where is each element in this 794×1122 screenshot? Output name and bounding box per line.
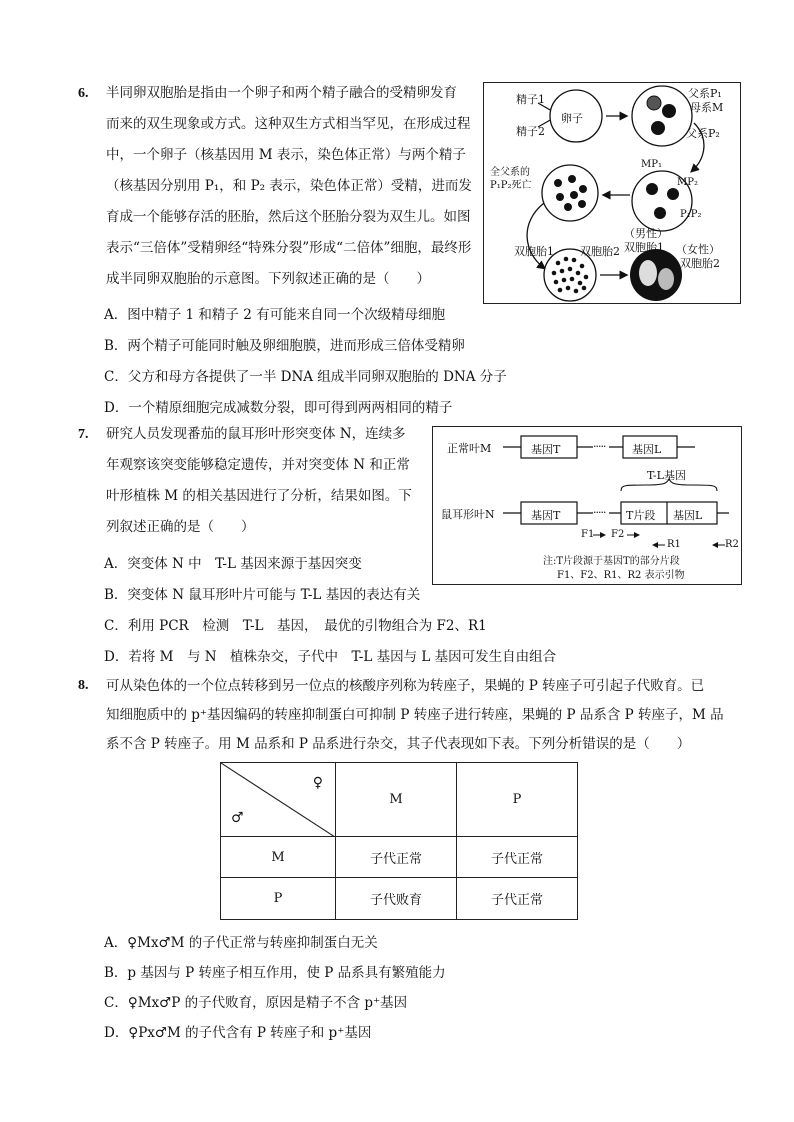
t-fragment-label: T片段	[626, 509, 656, 522]
egg-label: 卵子	[561, 112, 583, 125]
table-cell: 子代正常	[457, 837, 578, 878]
figure-note-line2: F1、F2、R1、R2 表示引物	[557, 570, 685, 581]
stem-line: （核基因分别用 P₁，和 P₂ 表示，染色体正常）受精，进而发	[106, 178, 472, 194]
option-c[interactable]: C．♀Mx♂P 的子代败育，原因是精子不含 p⁺基因	[104, 995, 408, 1011]
mp1-nucleus	[646, 183, 658, 195]
p1p2-nucleus	[654, 207, 666, 219]
stem-line: 半同卵双胞胎是指由一个卵子和两个精子融合的受精卵发育	[106, 85, 457, 101]
twin2-label: 双胞胎2	[580, 245, 620, 258]
corner-header-cell	[221, 763, 336, 837]
gene-l-label: 基因L	[673, 509, 703, 522]
gene-l-label: 基因L	[632, 443, 662, 456]
question-8-stem	[106, 677, 724, 764]
tl-gene-label: T-L基因	[647, 469, 686, 482]
father-p2-label: 父系P₂	[686, 127, 720, 140]
cross-result-table	[220, 762, 578, 920]
normal-leaf-label: 正常叶M	[447, 442, 492, 455]
option-a[interactable]: A．♀Mx♂M 的子代正常与转座抑制蛋白无关	[104, 935, 378, 951]
question-7-stem	[106, 425, 412, 549]
option-b[interactable]: B．突变体 N 鼠耳形叶片可能与 T-L 基因的表达有关	[104, 587, 421, 603]
all-paternal-label: 全父系的	[490, 167, 530, 178]
option-d[interactable]: D．一个精原细胞完成减数分裂，即可得到两两相同的精子	[104, 400, 453, 416]
option-b[interactable]: B．两个精子可能同时触及卵细胞膜，进而形成三倍体受精卵	[104, 338, 465, 354]
mouse-ear-leaf-label: 鼠耳形叶N	[441, 508, 495, 521]
table-cell: 子代败育	[336, 878, 457, 920]
sperm1-label: 精子1	[516, 93, 545, 106]
primer-f2-label: F2	[611, 529, 625, 540]
m-nucleus	[662, 104, 676, 118]
ellipsis: ·····	[593, 506, 606, 519]
stem-line: 年观察该突变能够稳定遗传，并对突变体 N 和正常	[106, 457, 410, 473]
stem-line: 系不含 P 转座子。用 M 品系和 P 品系进行杂交，其子代表现如下表。下列分析错误的是（ ）	[106, 736, 691, 752]
option-a[interactable]: A．图中精子 1 和精子 2 有可能来自同一个次级精母细胞	[104, 307, 446, 323]
question-number: 6.	[78, 86, 89, 101]
male-twin1-label: 双胞胎1	[624, 241, 664, 254]
triploid-zygote	[632, 86, 692, 146]
option-b[interactable]: B．p 基因与 P 转座子相互作用，使 P 品系具有繁殖能力	[104, 965, 446, 981]
stem-line: 而来的双生现象或方式。这种双生方式相当罕见，在形成过程	[106, 116, 471, 132]
option-a[interactable]: A．突变体 N 中 T-L 基因来源于基因突变	[104, 556, 362, 572]
column-header: P	[457, 763, 578, 837]
twin1-figure	[639, 260, 657, 286]
twin-formation-figure	[483, 82, 741, 304]
table-row	[221, 878, 578, 920]
question-6-stem	[106, 84, 472, 301]
gene-structure-figure	[432, 426, 742, 585]
figure-note-line1: 注:T片段源于基因T的部分片段	[543, 556, 680, 567]
table-cell: 子代正常	[457, 878, 578, 920]
mp1-label: MP₁	[641, 159, 662, 170]
female-twin2-label: 双胞胎2	[680, 257, 720, 270]
twin2-figure	[658, 268, 674, 290]
gene-t-label: 基因T	[531, 509, 561, 522]
option-d[interactable]: D．♀Px♂M 的子代含有 P 转座子和 p⁺基因	[104, 1025, 372, 1041]
table-cell: 子代正常	[336, 837, 457, 878]
option-d[interactable]: D．若将 M 与 N 植株杂交，子代中 T-L 基因与 L 基因可发生自由组合	[104, 649, 557, 665]
question-number: 8.	[78, 678, 89, 693]
stem-line: 表示“三倍体”受精卵经“特殊分裂”形成“二倍体”细胞，最终形	[106, 240, 472, 256]
stem-line: 知细胞质中的 p⁺基因编码的转座抑制蛋白可抑制 P 转座子进行转座，果蝇的 P 品系含 P 转座子，M 品	[106, 707, 724, 723]
father-p1-label: 父系P₁	[688, 87, 722, 100]
twin1-label: 双胞胎1	[514, 245, 554, 258]
female-label: （女性）	[676, 243, 720, 256]
row-header: M	[221, 837, 336, 878]
stem-line: 叶形植株 M 的相关基因进行了分析，结果如图。下	[106, 488, 412, 504]
stem-line: 列叙述正确的是（ ）	[106, 519, 255, 535]
p1p2-label: P₁P₂	[680, 209, 702, 220]
row-header: P	[221, 878, 336, 920]
primer-r1-label: R1	[667, 539, 681, 550]
stem-line: 育成一个能够存活的胚胎，然后这个胚胎分裂为双生儿。如图	[106, 209, 471, 225]
ellipsis: ·····	[593, 440, 606, 453]
table-row	[221, 837, 578, 878]
primer-f1-label: F1	[581, 529, 595, 540]
stem-line: 可从染色体的一个位点转移到另一位点的核酸序列称为转座子，果蝇的 P 转座子可引起子代败育。已	[106, 678, 705, 694]
female-symbol: ♀	[312, 775, 323, 791]
column-header: M	[336, 763, 457, 837]
male-symbol: ♂	[231, 810, 244, 826]
mp2-nucleus	[667, 188, 679, 200]
mp2-label: MP₂	[677, 177, 698, 188]
option-c[interactable]: C．利用 PCR 检测 T-L 基因， 最优的引物组合为 F2、R1	[104, 618, 487, 634]
sperm2-label: 精子2	[516, 125, 545, 138]
male-label: （男性）	[624, 227, 668, 240]
all-paternal-death-label: P₁P₂死亡	[490, 180, 532, 191]
p1-nucleus	[647, 96, 661, 110]
gene-t-label: 基因T	[531, 443, 561, 456]
option-c[interactable]: C．父方和母方各提供了一半 DNA 组成半同卵双胞胎的 DNA 分子	[104, 369, 507, 385]
p2-nucleus	[651, 121, 665, 135]
question-number: 7.	[78, 427, 89, 442]
mother-m-label: 母系M	[690, 101, 724, 114]
stem-line: 中，一个卵子（核基因用 M 表示，染色体正常）与两个精子	[106, 147, 466, 163]
stem-line: 研究人员发现番茄的鼠耳形叶形突变体 N，连续多	[106, 426, 406, 442]
primer-r2-label: R2	[725, 539, 739, 550]
stem-line: 成半同卵双胞胎的示意图。下列叙述正确的是（ ）	[106, 271, 430, 287]
all-paternal-cell	[542, 165, 598, 221]
